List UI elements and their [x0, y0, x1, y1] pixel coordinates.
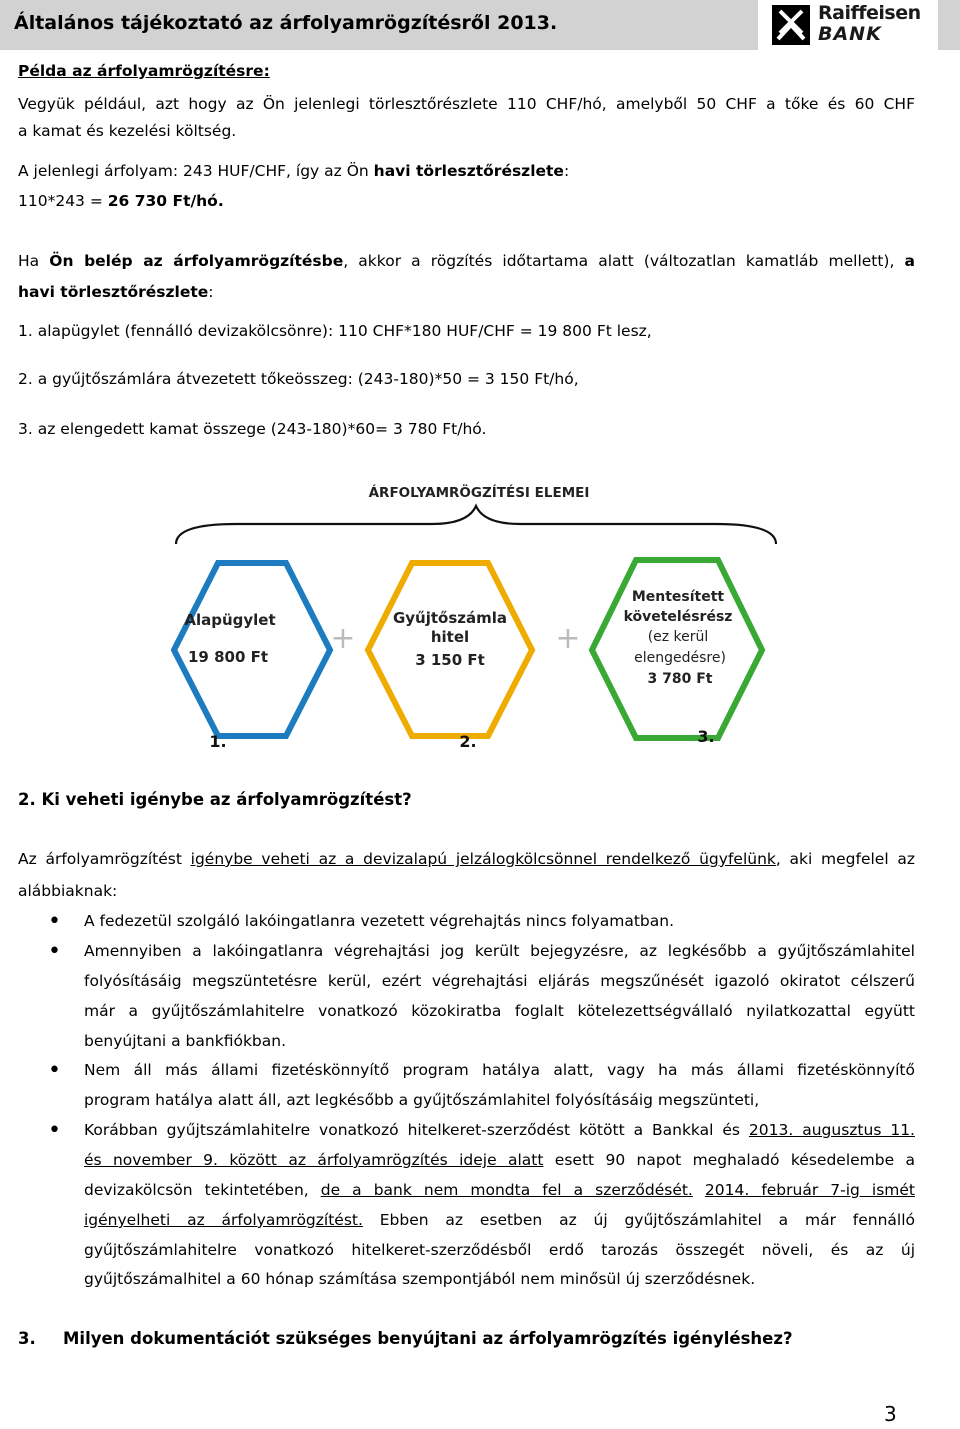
- example-paragraph-line: Vegyük például, azt hogy az Ön jelenlegi törlesztőrészlete 110 CHF/hó, amelyből 50 CHF a tőke és 60 CHF: [18, 95, 915, 113]
- text-span: Korábban gyűjtszámlahitelre vonatkozó hitelkeret-szerződést kötött a Bankkal és: [84, 1121, 749, 1139]
- bullet-text-line: gyűjtőszámlahitelre vonatkozó hitelkeret-szerződésből erdő tarozás összegét növeli, és az új: [84, 1241, 915, 1259]
- current-rate-line: [18, 160, 569, 182]
- plus-sign: +: [330, 621, 356, 656]
- text-span: Ebben az esetben az új gyűjtőszámlahitel a már fennálló: [362, 1211, 915, 1229]
- hex3-note-line1: (ez kerül: [647, 629, 709, 645]
- plus-sign: +: [555, 621, 581, 656]
- hex2-amount: 3 150 Ft: [415, 651, 485, 669]
- text-span: esett 90 napot meghaladó késedelembe a: [543, 1151, 916, 1169]
- join-paragraph-line: [18, 252, 915, 270]
- hex3-number: 3.: [697, 727, 715, 746]
- underlined-text: igénybe veheti az a devizalapú jelzálogkölcsönnel rendelkező ügyfelünk: [190, 850, 776, 868]
- text-span: , aki megfelel az: [775, 850, 915, 868]
- header-edge-tab: [938, 0, 960, 50]
- underlined-text: de a bank nem mondta fel a szerződését.: [320, 1181, 693, 1199]
- text-span: Ha: [18, 252, 50, 270]
- bold-term: Ön belép az árfolyamrögzítésbe: [49, 252, 344, 270]
- calculation-result: 26 730 Ft/hó.: [107, 192, 224, 210]
- diagram-brace: [176, 506, 776, 544]
- bullet-icon: •: [48, 1058, 61, 1083]
- diagram-title: ÁRFOLYAMRÖGZÍTÉSI ELEMEI: [368, 485, 590, 501]
- hex3-label-line1: Mentesített: [631, 589, 725, 605]
- text-span: :: [563, 162, 570, 180]
- logo-text-raiffeisen: Raiffeisen: [818, 2, 921, 24]
- list-item: 3. az elengedett kamat összege (243-180)*60= 3 780 Ft/hó.: [18, 420, 487, 438]
- hexagon-green: [592, 560, 762, 738]
- bullet-text-line: A fedezetül szolgáló lakóingatlanra vezetett végrehajtás nincs folyamatban.: [84, 912, 674, 930]
- bullet-text-line: [84, 1209, 915, 1231]
- hex2-number: 2.: [459, 732, 477, 751]
- bullet-text-line: Nem áll más állami fizetéskönnyítő program hatálya alatt, vagy ha más állami fizetéskönnyítő: [84, 1061, 915, 1079]
- page-header: [0, 0, 960, 56]
- hex3-label-line2: követelésrész: [623, 609, 733, 625]
- section-2-intro-line: [18, 850, 915, 868]
- join-paragraph-line: [18, 281, 214, 303]
- logo-text-bank: BANK: [818, 23, 882, 45]
- text-span: 110*243 =: [18, 192, 108, 210]
- underlined-date: 2013. augusztus 11.: [748, 1121, 915, 1139]
- section-2-intro-line: alábbiaknak:: [18, 882, 118, 900]
- bold-term: a: [904, 252, 915, 270]
- bold-term: havi törlesztőrészlete: [18, 283, 209, 301]
- bold-term: havi törlesztőrészlete: [373, 162, 564, 180]
- list-item: 1. alapügylet (fennálló devizakölcsönre): 110 CHF*180 HUF/CHF = 19 800 Ft lesz,: [18, 322, 652, 340]
- underlined-date: 2014. február 7-ig ismét: [704, 1181, 915, 1199]
- rate-fixing-diagram: [0, 470, 960, 755]
- example-paragraph-line: a kamat és kezelési költség.: [18, 122, 237, 140]
- list-item: 2. a gyűjtőszámlára átvezetett tőkeösszeg: (243-180)*50 = 3 150 Ft/hó,: [18, 370, 579, 388]
- text-span: Az árfolyamrögzítést: [18, 850, 191, 868]
- page-number: 3: [884, 1402, 897, 1426]
- bullet-text-line: [84, 1179, 915, 1201]
- section-2-heading: 2. Ki veheti igénybe az árfolyamrögzítést?: [18, 790, 412, 809]
- bullet-icon: •: [48, 909, 61, 934]
- hexagon-yellow: [368, 563, 532, 736]
- hex2-label-line1: Gyűjtőszámla: [392, 609, 508, 627]
- bullet-text-line: benyújtani a bankfiókban.: [84, 1032, 287, 1050]
- bullet-icon: •: [48, 1118, 61, 1143]
- raiffeisen-gable-icon: [772, 5, 810, 45]
- text-span: , akkor a rögzítés időtartama alatt (változatlan kamatláb mellett),: [343, 252, 905, 270]
- example-heading: Példa az árfolyamrögzítésre:: [18, 62, 270, 80]
- bullet-text-line: folyósításáig megszüntetésre kerül, ezért végrehajtási eljárás megszűnését igazoló okiratot célszerű: [84, 972, 915, 990]
- document-title: Általános tájékoztató az árfolyamrögzítésről 2013.: [14, 12, 558, 34]
- text-span: A jelenlegi árfolyam: 243 HUF/CHF, így az Ön: [18, 162, 374, 180]
- bullet-text-line: Amennyiben a lakóingatlanra végrehajtási jog került bejegyzésre, az legkésőbb a gyűjtőszámlahitel: [84, 942, 915, 960]
- text-span: [693, 1181, 705, 1199]
- text-span: devizakölcsön tekintetében,: [84, 1181, 321, 1199]
- underlined-text: igényelheti az árfolyamrögzítést.: [84, 1211, 363, 1229]
- hex1-label: Alapügylet: [184, 611, 276, 629]
- section-3-heading: Milyen dokumentációt szükséges benyújtani az árfolyamrögzítés igényléshez?: [63, 1329, 793, 1348]
- underlined-text: és november 9. között az árfolyamrögzítés ideje alatt: [84, 1151, 544, 1169]
- hex3-note-line2: elengedésre): [634, 650, 726, 666]
- calculation-line: [18, 190, 224, 212]
- hex1-amount: 19 800 Ft: [187, 648, 269, 666]
- hex1-number: 1.: [209, 732, 227, 751]
- text-span: :: [208, 283, 214, 301]
- bullet-text-line: már a gyűjtőszámlahitelre vonatkozó közokiratba foglalt kötelezettségvállaló nyilatkozattal együtt: [84, 1002, 915, 1020]
- bullet-icon: •: [48, 939, 61, 964]
- bullet-text-line: [84, 1149, 915, 1171]
- bullet-text-line: [84, 1119, 915, 1141]
- bullet-text-line: gyűjtőszámalhitel a 60 hónap számítása szempontjából nem minősül új szerződésnek.: [84, 1270, 756, 1288]
- bullet-text-line: program hatálya alatt áll, azt legkésőbb a gyűjtőszámlahitel folyósításáig megszünteti,: [84, 1091, 760, 1109]
- hex2-label-line2: hitel: [430, 628, 470, 646]
- section-3-number: 3.: [18, 1329, 36, 1348]
- hex3-amount: 3 780 Ft: [647, 671, 713, 687]
